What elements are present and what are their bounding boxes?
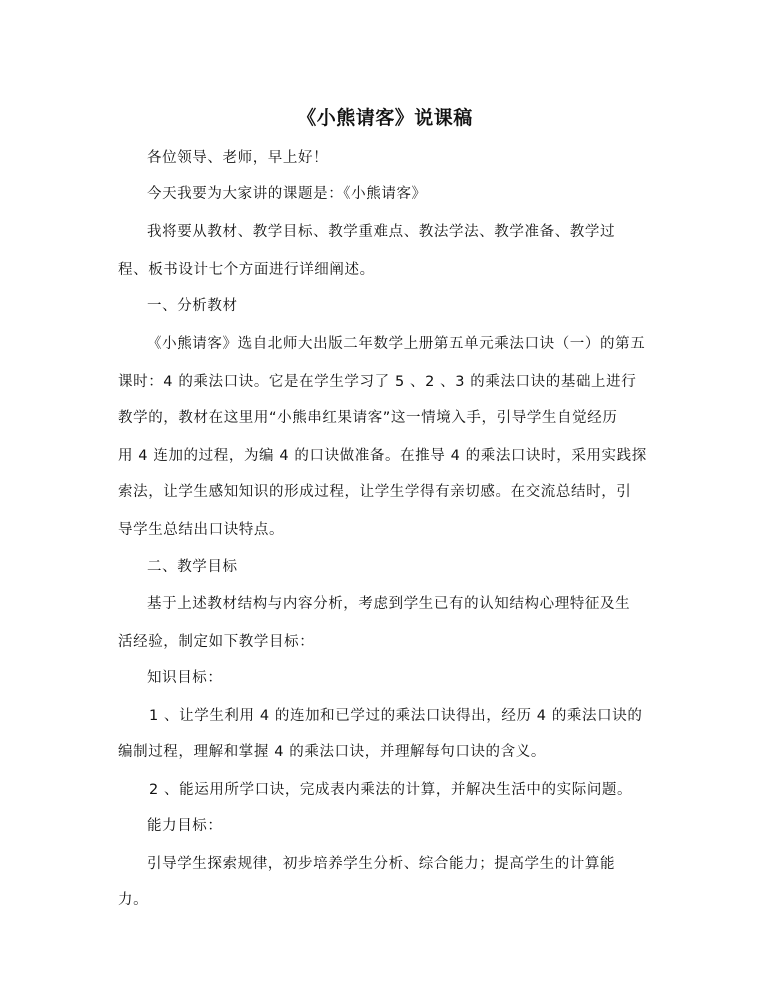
greeting-line: 各位领导、老师，早上好！ (147, 150, 329, 166)
analysis-line-2: 课时：4 的乘法口诀。它是在学生学习了 5 、2 、3 的乘法口诀的基础上进行 (118, 374, 637, 390)
knowledge-goal-1-line-1: 1 、让学生利用 4 的连加和已学过的乘法口诀得出，经历 4 的乘法口诀的 (149, 708, 643, 724)
ability-goal-heading: 能力目标： (147, 818, 223, 834)
analysis-line-3: 教学的，教材在这里用“小熊串红果请客”这一情境入手，引导学生自觉经历 (118, 410, 618, 426)
topic-line: 今天我要为大家讲的课题是：《小熊请客》 (147, 186, 427, 202)
intro-line-1: 我将要从教材、教学目标、教学重难点、教法学法、教学准备、教学过 (147, 224, 616, 240)
ability-goal-line-1: 引导学生探索规律，初步培养学生分析、综合能力；提高学生的计算能 (147, 856, 616, 872)
analysis-line-6: 导学生总结出口诀特点。 (118, 522, 285, 538)
section-heading-2: 二、教学目标 (147, 559, 238, 575)
knowledge-goal-1-line-2: 编制过程，理解和掌握 4 的乘法口诀，并理解每句口诀的含义。 (118, 744, 546, 760)
analysis-line-1: 《小熊请客》选自北师大出版二年数学上册第五单元乘法口诀（一）的第五 (147, 336, 646, 352)
analysis-line-5: 索法，让学生感知知识的形成过程，让学生学得有亲切感。在交流总结时，引 (118, 484, 632, 500)
knowledge-goal-heading: 知识目标： (147, 670, 223, 686)
knowledge-goal-2: 2 、能运用所学口诀，完成表内乘法的计算，并解决生活中的实际问题。 (149, 782, 633, 798)
section-heading-1: 一、分析教材 (147, 298, 238, 314)
goals-line-2: 活经验，制定如下教学目标： (118, 634, 315, 650)
analysis-line-4: 用 4 连加的过程，为编 4 的口诀做准备。在推导 4 的乘法口诀时，采用实践探 (118, 448, 647, 464)
goals-line-1: 基于上述教材结构与内容分析，考虑到学生已有的认知结构心理特征及生 (147, 596, 631, 612)
ability-goal-line-2: 力。 (118, 892, 149, 908)
document-title: 《小熊请客》说课稿 (297, 107, 473, 129)
intro-line-2: 程、板书设计七个方面进行详细阐述。 (118, 262, 375, 278)
